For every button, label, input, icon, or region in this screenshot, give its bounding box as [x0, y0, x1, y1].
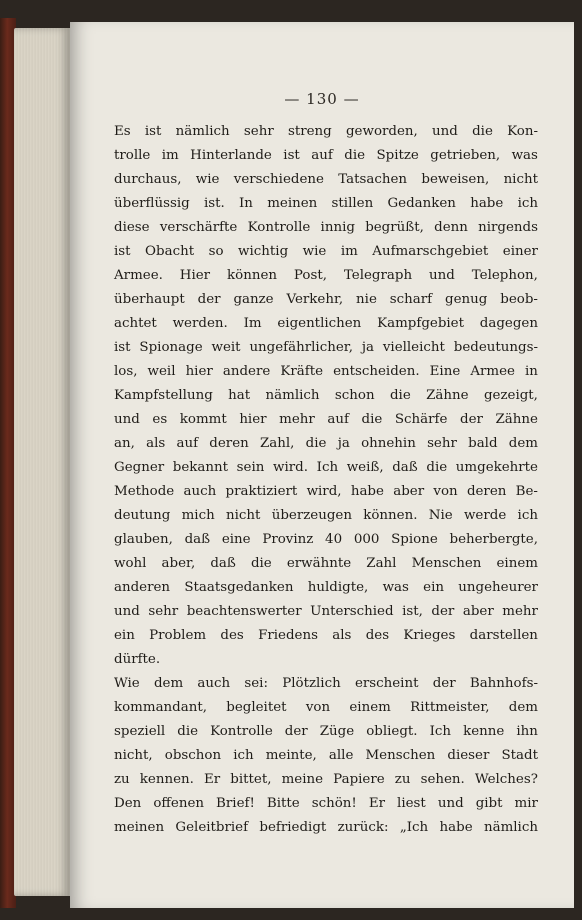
page-number: — 130 —: [284, 90, 360, 108]
text-line: trolle im Hinterlande ist auf die Spitze getrieben, was: [114, 148, 538, 163]
text-line: ist Obacht so wichtig wie im Aufmarschgebiet einer: [114, 244, 538, 259]
text-line: diese verschärfte Kontrolle innig begrüßt, denn nirgends: [114, 220, 538, 235]
text-line: deutung mich nicht überzeugen können. Nie werde ich: [114, 508, 538, 523]
page-block-edges: [14, 28, 70, 896]
text-line: Wie dem auch sei: Plötzlich erscheint der Bahnhofs-: [114, 676, 538, 691]
text-line: Den offenen Brief! Bitte schön! Er liest und gibt mir: [114, 796, 538, 811]
text-line: glauben, daß eine Provinz 40 000 Spione beherbergte,: [114, 532, 538, 547]
text-line: Es ist nämlich sehr streng geworden, und die Kon-: [114, 124, 538, 139]
text-line: Methode auch praktiziert wird, habe aber von deren Be-: [114, 484, 538, 499]
text-line: anderen Staatsgedanken huldigte, was ein ungeheurer: [114, 580, 538, 595]
text-line: nicht, obschon ich meinte, alle Menschen dieser Stadt: [114, 748, 538, 763]
book-page: [70, 22, 574, 908]
text-line: Gegner bekannt sein wird. Ich weiß, daß die umgekehrte: [114, 460, 538, 475]
text-line: überflüssig ist. In meinen stillen Gedanken habe ich: [114, 196, 538, 211]
text-line: zu kennen. Er bittet, meine Papiere zu sehen. Welches?: [114, 772, 538, 787]
text-line: und es kommt hier mehr auf die Schärfe der Zähne: [114, 412, 538, 427]
text-line: und sehr beachtenswerter Unterschied ist, der aber mehr: [114, 604, 538, 619]
text-line: Armee. Hier können Post, Telegraph und Telephon,: [114, 268, 538, 283]
text-line: ist Spionage weit ungefährlicher, ja vielleicht bedeutungs-: [114, 340, 538, 355]
text-line: Kampfstellung hat nämlich schon die Zähne gezeigt,: [114, 388, 538, 403]
text-line: an, als auf deren Zahl, die ja ohnehin sehr bald dem: [114, 436, 538, 451]
text-line: überhaupt der ganze Verkehr, nie scharf genug beob-: [114, 292, 538, 307]
text-line: wohl aber, daß die erwähnte Zahl Menschen einem: [114, 556, 538, 571]
text-line: speziell die Kontrolle der Züge obliegt. Ich kenne ihn: [114, 724, 538, 739]
text-line: kommandant, begleitet von einem Rittmeister, dem: [114, 700, 538, 715]
text-line: durchaus, wie verschiedene Tatsachen beweisen, nicht: [114, 172, 538, 187]
body-text: [114, 120, 538, 840]
text-line: achtet werden. Im eigentlichen Kampfgebiet dagegen: [114, 316, 538, 331]
text-line: dürfte.: [114, 652, 161, 667]
text-line: ein Problem des Friedens als des Krieges darstellen: [114, 628, 538, 643]
text-line: los, weil hier andere Kräfte entscheiden. Eine Armee in: [114, 364, 538, 379]
text-line: meinen Geleitbrief befriedigt zurück: „Ich habe nämlich: [114, 820, 538, 835]
